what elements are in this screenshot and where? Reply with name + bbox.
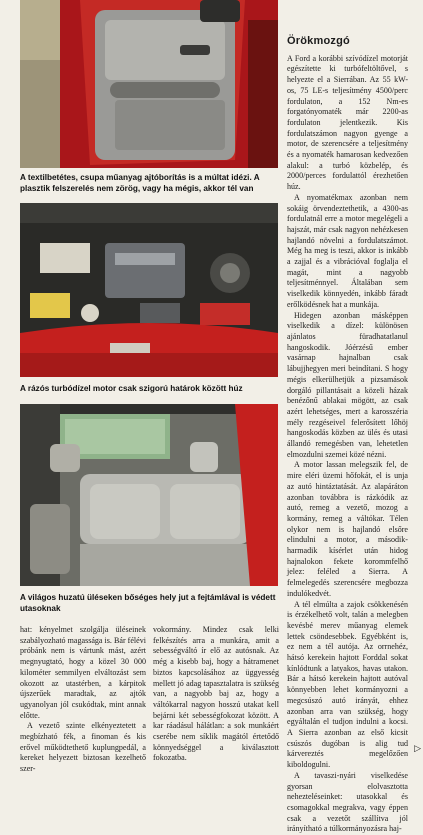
next-page-arrow-icon[interactable]: ▷	[414, 744, 421, 754]
body-paragraph: vokormány. Mindez csak lelki felkészítés arra a munkára, amit a sebességváltó ír elő az autósnak. Az még a kisebb baj, hogy a hátramenet biztos kapcsolásához az üggyesség mellett jó adag tapasztalatra is szükség van, a nagyobb baj az, hogy a váltókarral nagyon hosszú utakat kell bejárni két sebességfokozat között. A kar ráadásul hálátlan: a sok munkáért cserébe nem síklik magától értetődő könnyedséggel a kiválasztott fokozatba.	[153, 625, 279, 763]
sidebar-paragraph: A motor lassan melegszik fel, de mire eléri üzemi hőfokát, el is unja az autó hintáztatását. Az alapáráton azonban továbbra is rázkódik az autó, remeg a vezető, mozog a kormány, remeg a váltókar. Télen olykor nem is hajlandó elsőre elindulni a motor, a második-harmadik kísérlet után hidog hajnalokon fekete korommfelhő jelez: feléled a Sierra. A felmelegedés szerencsére megbozza indulókedvét.	[287, 460, 408, 598]
sidebar-paragraph: A Ford a korábbi szívódízel motorját egészítette ki turbófeltöltővel, s helyezte el a Sierrában. Az 55 kW-os, 75 LE-s teljesítmény 4500/perc fordulaton, a 152 Nm-es forgatónyomaték már 2200-as fordulaton jelentkezik. Kis fordulatszámon nagyon gyenge a motor, de szerencsére a teljesítmény és a nyomaték hamarosan kedvezően alakul: a turbó közbelép, és 2000/perces fordulattól érezhetően húz.	[287, 53, 408, 192]
photo2-caption: A rázós turbódízel motor csak szigorú határok között húz	[20, 384, 243, 393]
bottom-column-2	[153, 625, 279, 764]
body-paragraph: A vezető szinte elkényeztetett a megbízható fék, a finoman és kis erővel működtethető kuplungpedál, a kereket helyezett biztosan kezelhető szer-	[20, 721, 146, 774]
photo3-caption: A világos huzatú üléseken bőséges hely jut a fejtámlával is védett utasoknak	[20, 593, 276, 613]
sidebar-paragraph: A nyomatékmax azonban nem sokáig örvendeztethetik, a 4300-as fordulatnál erre a motor megelégeli a hajszát, már csak nagyon nehézkesen hajlandó növelni a fordulatszámot. Még ha meg is teszi, akkor is inkább a zajjal és a vibrációval foglalja el magát, mint a nagyobb teljesítménnyel. Általában sem viselkedik könnyedén, inkább fáradt erőlködésnek hat a munkája.	[287, 192, 408, 309]
sidebar-heading: Örökmozgó	[287, 35, 350, 47]
photo1-caption: A textilbetétes, csupa műanyag ajtóborítás is a múltat idézi. A plasztik felszerelés nem zörög, vagy ha mégis, akkor tél van	[20, 173, 260, 193]
body-paragraph: hat: kényelmet szolgálja üléseinek szabályozható magassága is. Bár félévi próbánk nem is vártunk mást, azért megnyugtató, hogy a közel 30 000 kilométer semmilyen elváltozást sem okozott az utastérben, a kárpitok újszerűek maradtak, az ajtók ugyanolyan jól csukódtak, mint annak előtte.	[20, 625, 146, 720]
sidebar-paragraph: Hidegen azonban másképpen viselkedik a dízel: különösen ajánlatos füradhatatlanul hangoskodik. Jóérzésű ember vasárnap hajnalban csak lábujjhegyen meri beindítani. S hogy mégis elkerülhetjük a pizsamások dorgáló pillantásait a közeli házak benézőnű ablakai mögött, az csak azért lehetséges, mert a karosszéria mély rezgéseivel felerősített lőhöj hangoskodás közben az ülés és utasi állandó remegésben van, lehetetlen elmozdulni szemei közé nézni.	[287, 310, 408, 459]
sidebar-article	[287, 36, 408, 835]
sidebar-paragraph: A tavaszi-nyári viselkedése gyorsan elolvasztotta nehezteléseinket: utasokkal és csomagokkal megrakva, vagy éppen csak a vezetőt szállítva jól irányítható a túlkormányozásra haj-	[287, 770, 408, 834]
sidebar-paragraph: A tél elmúlta a zajok csökkenésén is érzékelhető volt, talán a melegben kevésbé merev műanyag elemek lettek csöndesebbek. Egyébként is, ez nem a tél autója. Az orrnehéz, hátsó kerekein hajtott Forddal sokat kínlódtunk a latyakos, havas utakon. Bár a hátsó kerekein hajtott autóval könnyebben lehet kormányozni a megcsúszó autó irányát, ehhez azonban arra van szükség, hogy egyáltalán el tudjon indulni a kocsi. A Sierra azonban az első kicsit csúszós dugóban is alig tud kárvereztés megelőzően kiboldogulni.	[287, 599, 408, 770]
door-interior-photo	[20, 0, 278, 168]
bottom-column-1	[20, 625, 146, 775]
engine-bay-photo	[20, 203, 278, 377]
rear-seats-photo	[20, 404, 278, 586]
